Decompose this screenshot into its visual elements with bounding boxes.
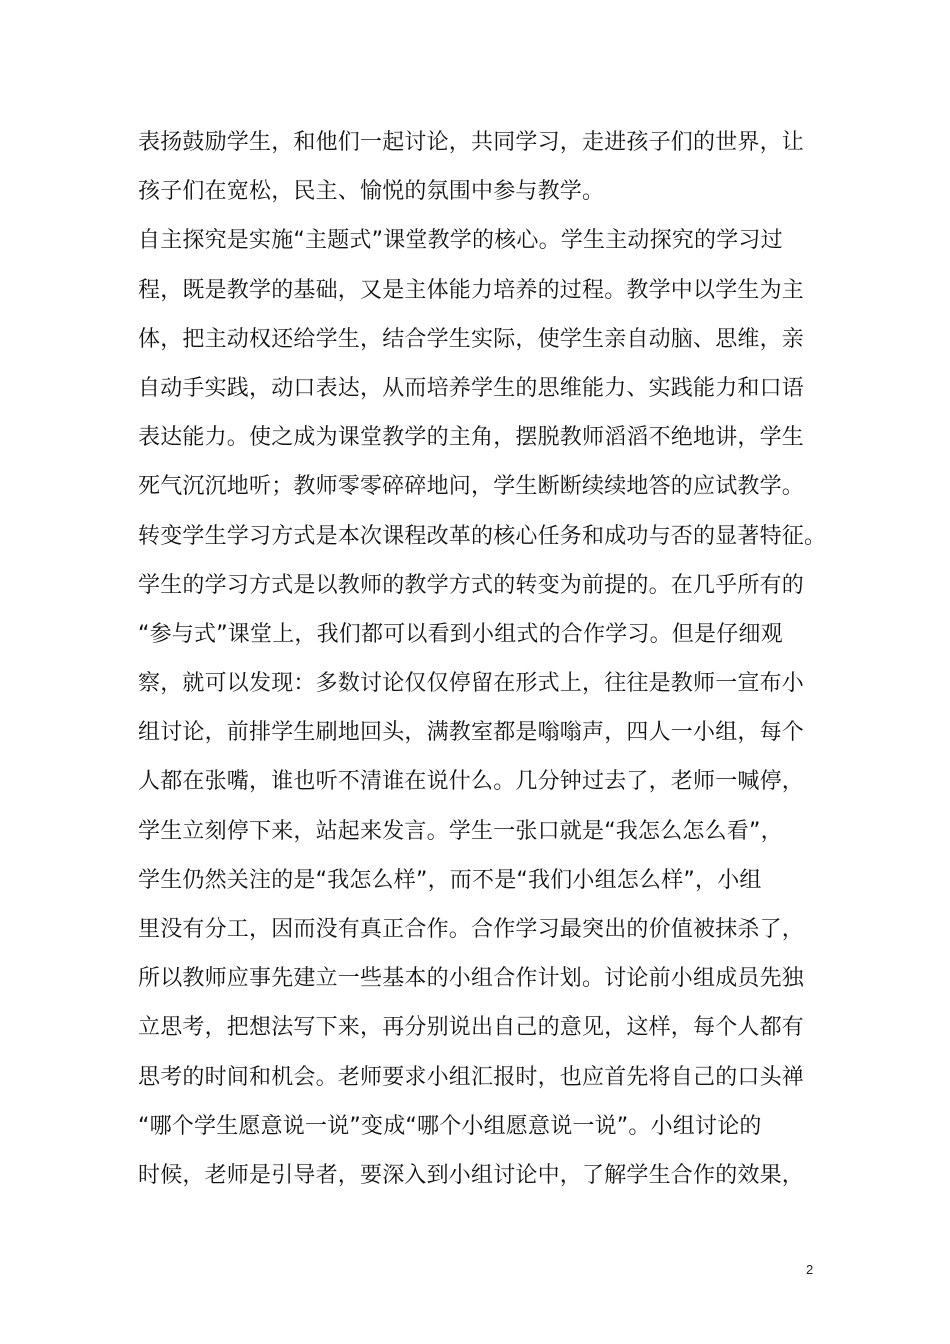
text-line: 自主探究是实施“主题式”课堂教学的核心。学生主动探究的学习过 (138, 228, 783, 254)
text-line: 思考的时间和机会。老师要求小组汇报时，也应首先将自己的口头禅 (138, 1064, 805, 1090)
text-line: 所以教师应事先建立一些基本的小组合作计划。讨论前小组成员先独 (138, 966, 805, 992)
text-line: 死气沉沉地听；教师零零碎碎地问，学生断断续续地答的应试教学。 (138, 474, 805, 500)
text-line: 程，既是教学的基础，又是主体能力培养的过程。教学中以学生为主 (138, 277, 805, 303)
text-line: 孩子们在宽松，民主、愉悦的氛围中参与教学。 (138, 179, 605, 205)
text-line: 组讨论，前排学生刷地回头，满教室都是嗡嗡声，四人一小组，每个 (138, 720, 805, 746)
text-line: 立思考，把想法写下来，再分别说出自己的意见，这样，每个人都有 (138, 1015, 805, 1041)
body-text (138, 118, 828, 1200)
text-line: “参与式”课堂上，我们都可以看到小组式的合作学习。但是仔细观 (138, 621, 783, 647)
text-line: 学生仍然关注的是“我怎么样”，而不是“我们小组怎么样”，小组 (138, 867, 762, 893)
text-line: 表扬鼓励学生，和他们一起讨论，共同学习，走进孩子们的世界，让 (138, 130, 805, 155)
text-line: 人都在张嘴，谁也听不清谁在说什么。几分钟过去了，老师一喊停， (138, 769, 805, 795)
text-line: “哪个学生愿意说一说”变成“哪个小组愿意说一说”。小组讨论的 (138, 1113, 762, 1139)
text-line: 表达能力。使之成为课堂教学的主角，摆脱教师滔滔不绝地讲，学生 (138, 425, 805, 451)
text-line: 自动手实践，动口表达，从而培养学生的思维能力、实践能力和口语 (138, 375, 805, 401)
text-line: 转变学生学习方式是本次课程改革的核心任务和成功与否的显著特征。 (138, 523, 827, 549)
text-line: 里没有分工，因而没有真正合作。合作学习最突出的价值被抹杀了， (138, 917, 805, 942)
text-line: 体，把主动权还给学生，结合学生实际，使学生亲自动脑、思维，亲 (138, 326, 805, 352)
text-line: 学生立刻停下来，站起来发言。学生一张口就是“我怎么怎么看”， (138, 818, 783, 844)
text-line: 时候，老师是引导者，要深入到小组讨论中，了解学生合作的效果， (138, 1162, 805, 1188)
text-line: 察，就可以发现：多数讨论仅仅停留在形式上，往往是教师一宣布小 (138, 671, 805, 697)
text-line: 学生的学习方式是以教师的教学方式的转变为前提的。在几乎所有的 (138, 572, 805, 598)
page-number: 2 (806, 1262, 814, 1277)
